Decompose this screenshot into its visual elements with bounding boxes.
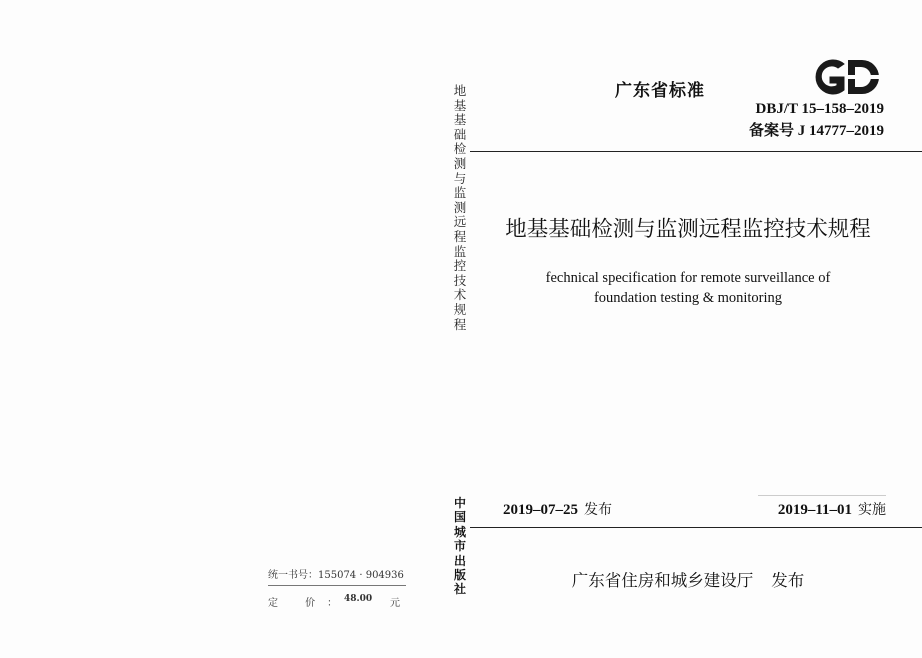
publish-label: 发布 <box>584 502 612 518</box>
issuer-name: 广东省住房和城乡建设厅 <box>571 571 754 590</box>
isbn-line <box>268 566 406 586</box>
english-title-line1: fechnical specification for remote surveillance of <box>545 270 831 286</box>
publish-date: 2019–07–25 <box>503 502 578 518</box>
isbn-label: 统一书号： <box>268 570 318 581</box>
price-label: 定 价： <box>268 598 350 609</box>
price-line <box>268 594 406 610</box>
issuer-block <box>470 567 906 591</box>
isbn-value: 155074 · 904936 <box>318 570 404 581</box>
issuer-label: 发布 <box>771 571 805 590</box>
gd-logo <box>808 56 886 98</box>
standard-type: 广东省标准 <box>615 81 705 101</box>
spine-title: 地基基础检测与监测远程监控技术规程 <box>453 83 467 332</box>
english-title-line2: foundation testing & monitoring <box>593 290 783 306</box>
publish-date-block <box>503 499 612 519</box>
main-title: 地基基础检测与监测远程监控技术规程 <box>505 217 871 242</box>
faint-divider <box>758 495 886 496</box>
standard-code: DBJ/T 15–158–2019 <box>755 101 884 117</box>
price-unit: 元 <box>390 598 400 609</box>
back-cover-info <box>268 566 406 610</box>
english-title <box>470 268 906 308</box>
top-divider <box>470 151 922 152</box>
implement-date: 2019–11–01 <box>777 502 852 518</box>
price-value: 48.00 <box>344 594 373 604</box>
spine-publisher: 中国城市出版社 <box>453 496 466 597</box>
implement-date-block <box>600 499 886 519</box>
logo-letter-g <box>816 60 844 94</box>
record-number: 备案号 J 14777–2019 <box>748 123 884 139</box>
logo-stripe <box>848 75 886 79</box>
implement-label: 实施 <box>858 502 886 518</box>
bottom-divider <box>470 527 922 528</box>
